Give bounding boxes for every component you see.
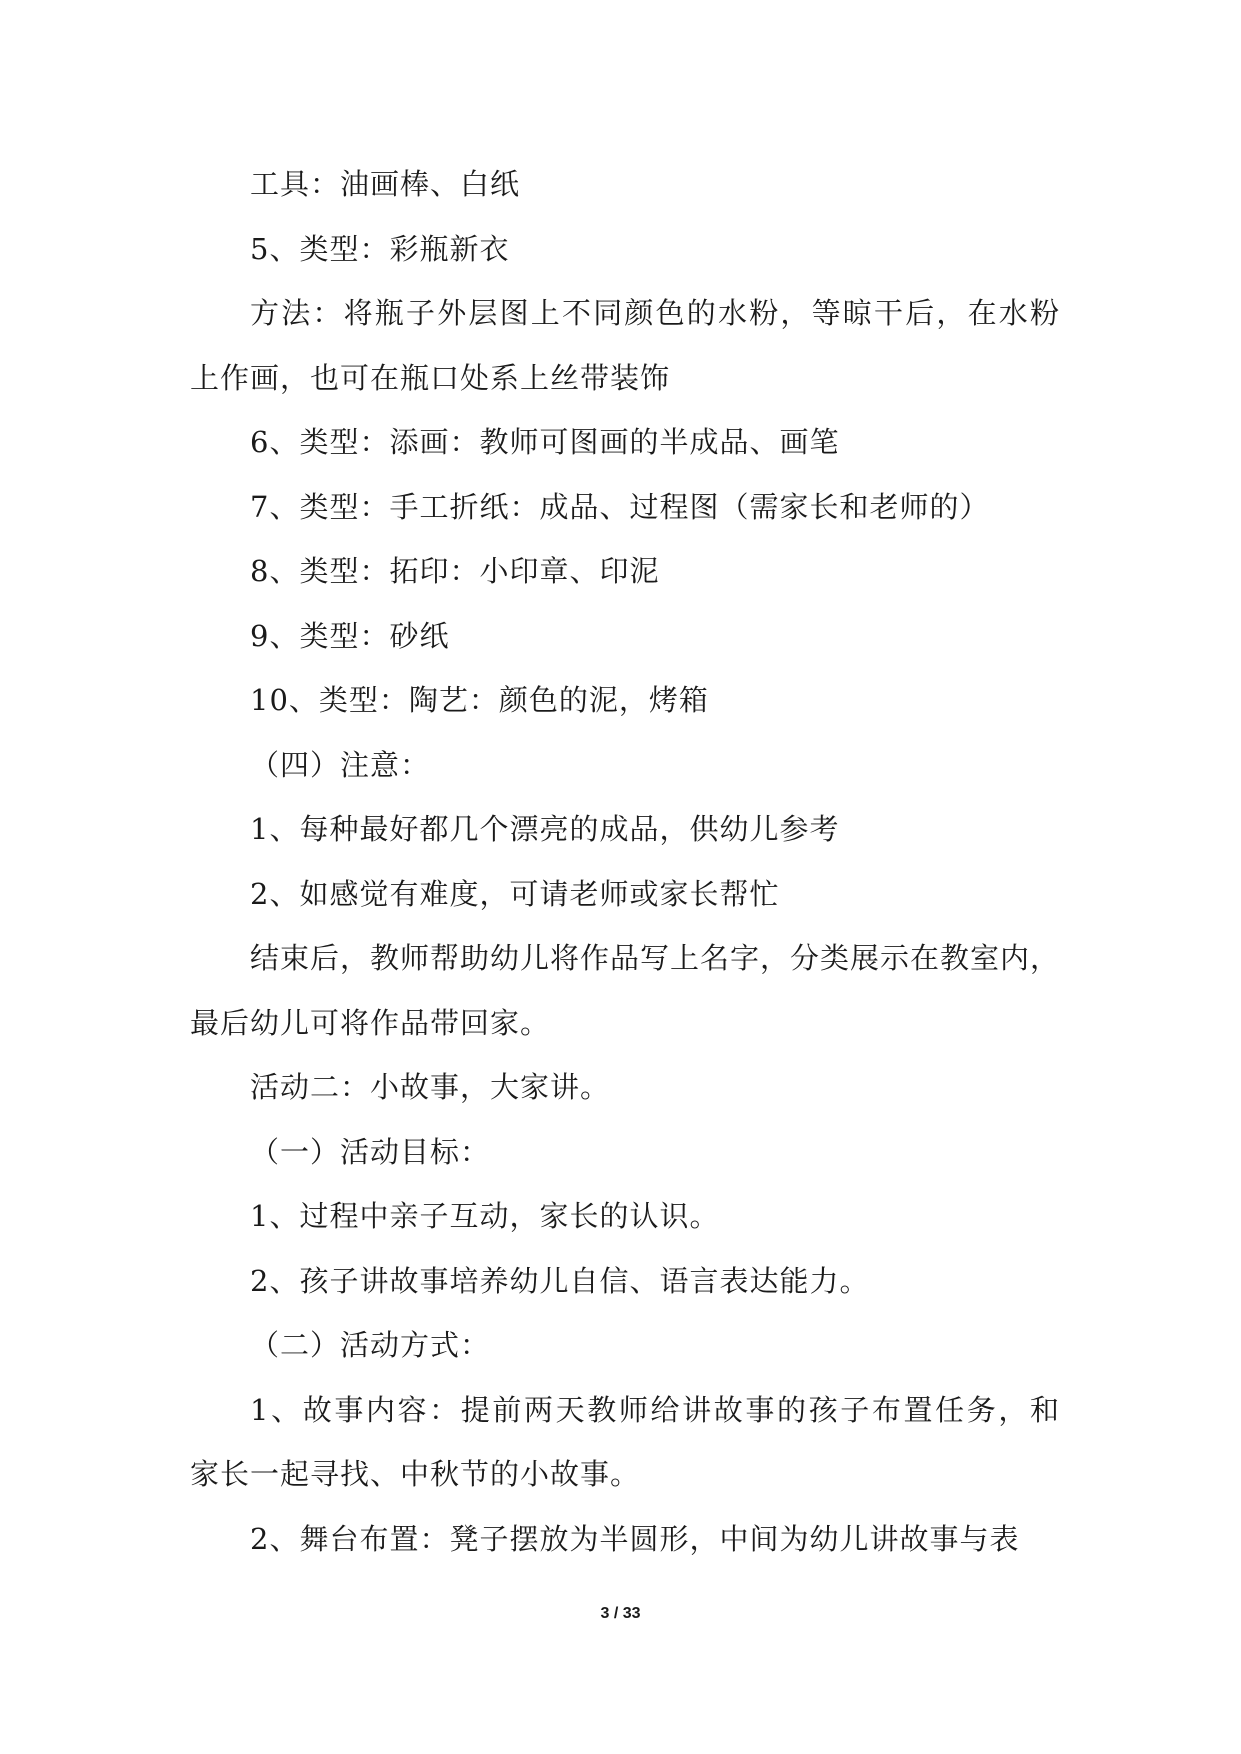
paragraph	[190, 281, 1060, 410]
paragraph: 2、舞台布置：凳子摆放为半圆形，中间为幼儿讲故事与表	[250, 1521, 1020, 1556]
paragraph: 5、类型：彩瓶新衣	[250, 231, 510, 266]
paragraph-line: 上作画，也可在瓶口处系上丝带装饰	[190, 360, 671, 395]
paragraph: 活动二：小故事，大家讲。	[250, 1070, 611, 1104]
paragraph: （二）活动方式：	[250, 1328, 491, 1362]
paragraph: 工具：油画棒、白纸	[250, 167, 521, 201]
paragraph: 2、如感觉有难度，可请老师或家长帮忙	[250, 876, 780, 911]
page-number: 3 / 33	[600, 1605, 641, 1622]
paragraph: 9、类型：砂纸	[250, 618, 450, 653]
paragraph: 8、类型：拓印：小印章、印泥	[250, 554, 660, 588]
paragraph: 2、孩子讲故事培养幼儿自信、语言表达能力。	[250, 1263, 870, 1298]
paragraph: 6、类型：添画：教师可图画的半成品、画笔	[250, 425, 840, 459]
paragraph-line: 结束后，教师帮助幼儿将作品写上名字，分类展示在教室内，	[250, 941, 1061, 975]
paragraph: 10、类型：陶艺：颜色的泥，烤箱	[250, 683, 709, 717]
paragraph-line: 家长一起寻找、中秋节的小故事。	[190, 1457, 641, 1491]
paragraph-line: 方法：将瓶子外层图上不同颜色的水粉，等晾干后，在水粉	[250, 296, 1060, 330]
paragraph: （四）注意：	[250, 747, 431, 782]
paragraph: 1、每种最好都几个漂亮的成品，供幼儿参考	[250, 812, 840, 846]
paragraph: （一）活动目标：	[250, 1134, 491, 1169]
paragraph-line: 最后幼儿可将作品带回家。	[190, 1005, 551, 1040]
document-body	[190, 152, 1060, 1571]
paragraph: 1、过程中亲子互动，家长的认识。	[250, 1199, 720, 1233]
paragraph-line: 1、故事内容：提前两天教师给讲故事的孩子布置任务，和	[250, 1392, 1060, 1427]
paragraph: 7、类型：手工折纸：成品、过程图（需家长和老师的）	[250, 489, 990, 524]
paragraph	[190, 1378, 1060, 1507]
paragraph	[190, 926, 1060, 1055]
